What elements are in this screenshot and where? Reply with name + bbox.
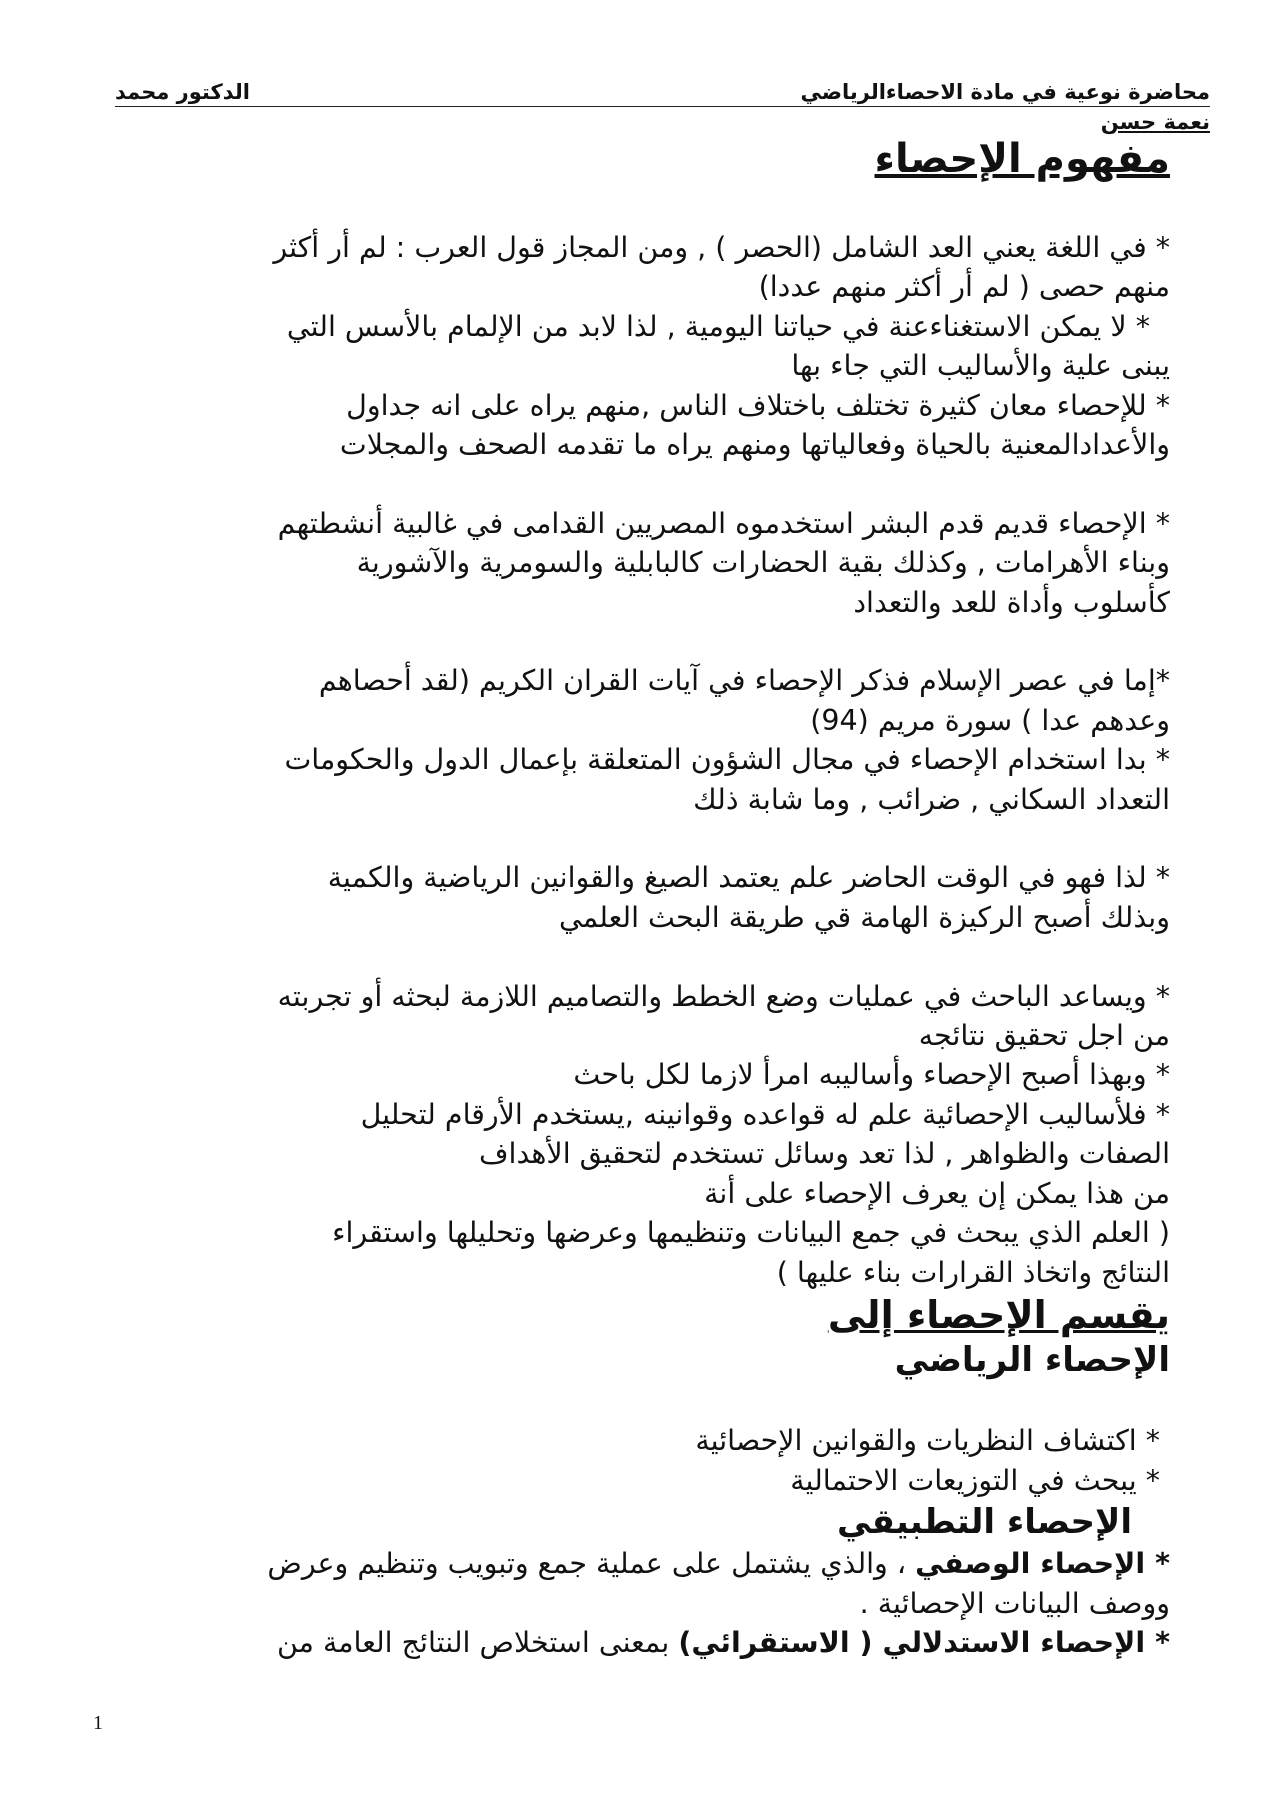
applied-statistics-heading: الإحصاء التطبيقي bbox=[836, 1502, 1132, 1543]
paragraph-line: يبنى علية والأساليب التي جاء بها bbox=[791, 349, 1170, 383]
paragraph-line: ( العلم الذي يبحث في جمع البيانات وتنظيمها وعرضها وتحليلها واستقراء bbox=[332, 1216, 1170, 1250]
page-title: مفهوم الإحصاء bbox=[874, 136, 1170, 182]
paragraph-line: * في اللغة يعني العد الشامل (الحصر ) , ومن المجاز قول العرب : لم أر أكثر bbox=[273, 231, 1170, 264]
paragraph-line: * فلأساليب الإحصائية علم له قواعده وقوانينه ,يستخدم الأرقام لتحليل bbox=[360, 1097, 1170, 1131]
spacer bbox=[90, 1382, 1170, 1421]
paragraph-line: من هذا يمكن إن يعرف الإحصاء على أنة bbox=[704, 1176, 1170, 1210]
doctor-label: الدكتور محمد bbox=[115, 80, 250, 104]
paragraph-line: التعداد السكاني , ضرائب , وما شابة ذلك bbox=[693, 782, 1170, 816]
paragraph-line: وبذلك أصبح الركيزة الهامة قي طريقة البحث العلمي bbox=[558, 900, 1170, 934]
paragraph-line: من اجل تحقيق نتائجه bbox=[918, 1019, 1170, 1053]
paragraph-line: *إما في عصر الإسلام فذكر الإحصاء في آيات القران الكريم (لقد أحصاهم bbox=[318, 664, 1170, 698]
page-number: 1 bbox=[93, 1712, 103, 1734]
paragraph-line: الصفات والظواهر , لذا تعد وسائل تستخدم لتحقيق الأهداف bbox=[478, 1137, 1170, 1171]
paragraph-line: * ويساعد الباحث في عمليات وضع الخطط والتصاميم اللازمة لبحثه أو تجربته bbox=[277, 979, 1170, 1013]
list-item: * يبحث في التوزيعات الاحتمالية bbox=[790, 1463, 1160, 1497]
lecture-title: محاضرة نوعية في مادة الاحصاءالرياضي bbox=[800, 80, 1210, 104]
paragraph-line: والأعدادالمعنية بالحياة وفعالياتها ومنهم يراه ما تقدمه الصحف والمجلات bbox=[339, 428, 1170, 462]
spacer bbox=[90, 622, 1170, 661]
paragraph-line: * بدا استخدام الإحصاء في مجال الشؤون المتعلقة بإعمال الدول والحكومات bbox=[284, 743, 1170, 777]
descriptive-statistics-label: * الإحصاء الوصفي bbox=[915, 1547, 1170, 1581]
math-statistics-list bbox=[90, 1421, 1170, 1500]
doctor-name: نعمة حسن bbox=[1100, 110, 1210, 134]
paragraph-line: * للإحصاء معان كثيرة تختلف باختلاف الناس ,منهم يراه على انه جداول bbox=[346, 388, 1170, 422]
paragraph-line: وبناء الأهرامات , وكذلك بقية الحضارات كالبابلية والسومرية والآشورية bbox=[356, 546, 1170, 580]
inferential-statistics-label: * الإحصاء الاستدلالي ( الاستقرائي) bbox=[678, 1625, 1170, 1659]
paragraph-line: كأسلوب وأداة للعد والتعداد bbox=[853, 585, 1170, 619]
paragraph-line: وعدهم عدا ) سورة مريم (94) bbox=[810, 703, 1170, 737]
section-title: يقسم الإحصاء إلى bbox=[827, 1292, 1170, 1337]
paragraph-line: * لذا فهو في الوقت الحاضر علم يعتمد الصيغ والقوانين الرياضية والكمية bbox=[327, 861, 1170, 895]
list-item: * اكتشاف النظريات والقوانين الإحصائية bbox=[695, 1424, 1160, 1458]
paragraph-line: النتائج واتخاذ القرارات بناء عليها ) bbox=[776, 1255, 1170, 1289]
descriptive-statistics-text: ، والذي يشتمل على عملية جمع وتبويب وتنظيم وعرض bbox=[267, 1547, 916, 1581]
spacer bbox=[90, 464, 1170, 503]
paragraph-line: * الإحصاء قديم قدم البشر استخدموه المصريين القدامى في غالبية أنشطتهم bbox=[277, 506, 1170, 540]
math-statistics-heading: الإحصاء الرياضي bbox=[894, 1339, 1170, 1380]
page-header bbox=[115, 80, 1210, 107]
spacer bbox=[90, 937, 1170, 976]
descriptive-statistics-line bbox=[90, 1544, 1170, 1583]
inferential-statistics-line bbox=[90, 1623, 1170, 1662]
paragraph-line: * وبهذا أصبح الإحصاء وأساليبه امرأ لازما لكل باحث bbox=[573, 1058, 1170, 1092]
spacer bbox=[90, 819, 1170, 858]
inferential-statistics-text: بمعنى استخلاص النتائج العامة من bbox=[276, 1625, 679, 1659]
paragraph-line: * لا يمكن الاستغناءعنة في حياتنا اليومية , لذا لابد من الإلمام بالأسس التي bbox=[286, 309, 1150, 343]
document-body bbox=[90, 228, 1170, 1662]
paragraph-line: منهم حصى ( لم أر أكثر منهم عددا) bbox=[758, 270, 1170, 304]
paragraph-line: ووصف البيانات الإحصائية . bbox=[859, 1586, 1170, 1620]
